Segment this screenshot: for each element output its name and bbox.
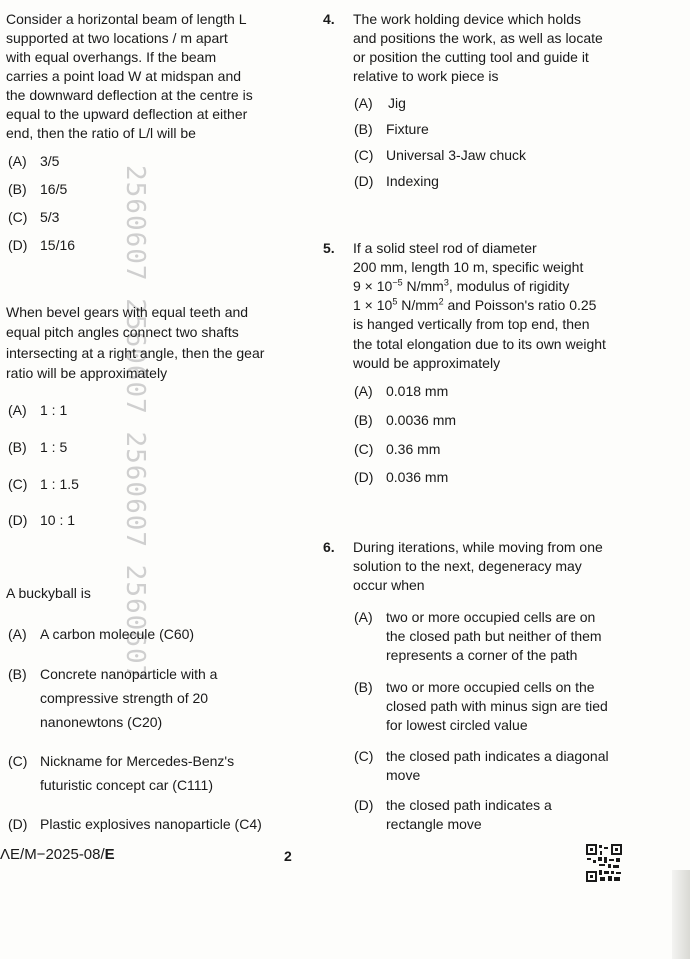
question-text-line: carries a point load W at midspan and xyxy=(6,68,242,84)
option-text: 1 : 5 xyxy=(40,439,68,455)
option-text: closed path with minus sign are tied xyxy=(386,698,608,714)
option-label: (C) xyxy=(8,476,28,492)
option-text: 15/16 xyxy=(40,237,76,253)
question-text-line: $1 \times 10^5$ $N/mm^2$ and Poisson's ratio 0.25 xyxy=(353,296,597,313)
option-text: futuristic concept car (C111) xyxy=(40,777,213,793)
option-text: 5/3 xyxy=(40,209,60,225)
option-text: 1 : 1 xyxy=(40,402,68,418)
option-text: two or more occupied cells on the xyxy=(386,679,595,695)
option-text: the closed path indicates a xyxy=(386,797,552,813)
option-text: Plastic explosives nanoparticle (C4) xyxy=(40,816,262,832)
option-text: 3/5 xyxy=(40,153,60,169)
question-number: 5. xyxy=(323,240,335,256)
paper-code: ΛE/M−2025-08/E xyxy=(0,846,115,863)
option-label: (D) xyxy=(354,469,374,485)
option-text: Indexing xyxy=(386,173,439,189)
option-label: (D) xyxy=(8,237,28,253)
option-label: (B) xyxy=(8,181,27,197)
option-label: (D) xyxy=(354,173,374,189)
option-text: Concrete nanoparticle with a xyxy=(40,666,218,682)
option-label: (A) xyxy=(8,626,27,642)
question-text-line: end, then the ratio of L/l will be xyxy=(6,125,196,141)
question-text-line: with equal overhangs. If the beam xyxy=(6,49,217,65)
option-text: the closed path but neither of them xyxy=(386,628,602,644)
question-text-line: If a solid steel rod of diameter xyxy=(353,240,537,256)
option-label: (C) xyxy=(8,753,28,769)
question-text-line: or position the cutting tool and guide it xyxy=(353,49,589,65)
question-text-line: 200 mm, length 10 m, specific weight xyxy=(353,259,584,275)
question-text-line: is hanged vertically from top end, then xyxy=(353,316,590,332)
option-label: (B) xyxy=(8,439,27,455)
question-text-line: Consider a horizontal beam of length L xyxy=(6,11,247,27)
option-text: 0.036 mm xyxy=(386,469,449,485)
option-label: (A) xyxy=(8,402,27,418)
question-text-line: solution to the next, degeneracy may xyxy=(353,558,582,574)
question-text-line: equal to the upward deflection at either xyxy=(6,106,248,122)
question-number: 4. xyxy=(323,11,335,27)
option-text: two or more occupied cells are on xyxy=(386,609,596,625)
question-text-line: When bevel gears with equal teeth and xyxy=(6,304,249,320)
option-label: (D) xyxy=(354,797,374,813)
option-text: compressive strength of 20 xyxy=(40,690,209,706)
option-text: 0.36 mm xyxy=(386,441,441,457)
option-text: 10 : 1 xyxy=(40,512,76,528)
question-text-line: The work holding device which holds xyxy=(353,11,582,27)
option-text: move xyxy=(386,767,421,783)
option-label: (C) xyxy=(354,748,374,764)
qr-code-icon xyxy=(585,843,623,883)
watermark-text: 2560607 2560607 2560607 2560607 xyxy=(120,165,150,682)
option-text: Universal 3-Jaw chuck xyxy=(386,147,527,163)
option-label: (B) xyxy=(354,412,373,428)
option-text: Fixture xyxy=(386,121,429,137)
option-label: (D) xyxy=(8,512,28,528)
page-edge-shadow xyxy=(672,870,690,959)
option-label: (C) xyxy=(354,441,374,457)
option-label: (C) xyxy=(354,147,374,163)
question-text-line: and positions the work, as well as locate xyxy=(353,30,603,46)
option-text: 16/5 xyxy=(40,181,68,197)
option-text: nanonewtons (C20) xyxy=(40,714,163,730)
question-text-line: $9 \times 10^{-5}$ $N/mm^3$, modulus of rigidity xyxy=(353,277,570,294)
page-number: 2 xyxy=(284,848,292,864)
option-label: (A) xyxy=(354,609,373,625)
question-text-line: equal pitch angles connect two shafts xyxy=(6,324,239,340)
option-text: Nickname for Mercedes-Benz's xyxy=(40,753,235,769)
question-text-line: intersecting at a right angle, then the gear xyxy=(6,345,265,361)
question-text-line: would be approximately xyxy=(353,355,501,371)
question-number: 6. xyxy=(323,539,335,555)
option-text: 0.0036 mm xyxy=(386,412,457,428)
option-text: A carbon molecule (C60) xyxy=(40,626,195,642)
option-label: (B) xyxy=(8,666,27,682)
option-text: Jig xyxy=(388,95,406,111)
option-label: (A) xyxy=(354,95,373,111)
question-text-line: During iterations, while moving from one xyxy=(353,539,603,555)
question-text-line: supported at two locations / m apart xyxy=(6,30,228,46)
question-text-line: ratio will be approximately xyxy=(6,365,168,381)
option-label: (D) xyxy=(8,816,28,832)
option-label: (A) xyxy=(354,383,373,399)
question-text-line: occur when xyxy=(353,577,425,593)
option-text: 1 : 1.5 xyxy=(40,476,79,492)
option-text: represents a corner of the path xyxy=(386,647,578,663)
option-label: (A) xyxy=(8,153,27,169)
option-label: (B) xyxy=(354,121,373,137)
option-label: (B) xyxy=(354,679,373,695)
option-text: for lowest circled value xyxy=(386,717,528,733)
question-text-line: relative to work piece is xyxy=(353,68,499,84)
question-text-line: A buckyball is xyxy=(6,585,91,601)
option-label: (C) xyxy=(8,209,28,225)
question-text-line: the downward deflection at the centre is xyxy=(6,87,253,103)
question-text-line: the total elongation due to its own weight xyxy=(353,336,606,352)
option-text: rectangle move xyxy=(386,816,482,832)
option-text: 0.018 mm xyxy=(386,383,449,399)
option-text: the closed path indicates a diagonal xyxy=(386,748,609,764)
